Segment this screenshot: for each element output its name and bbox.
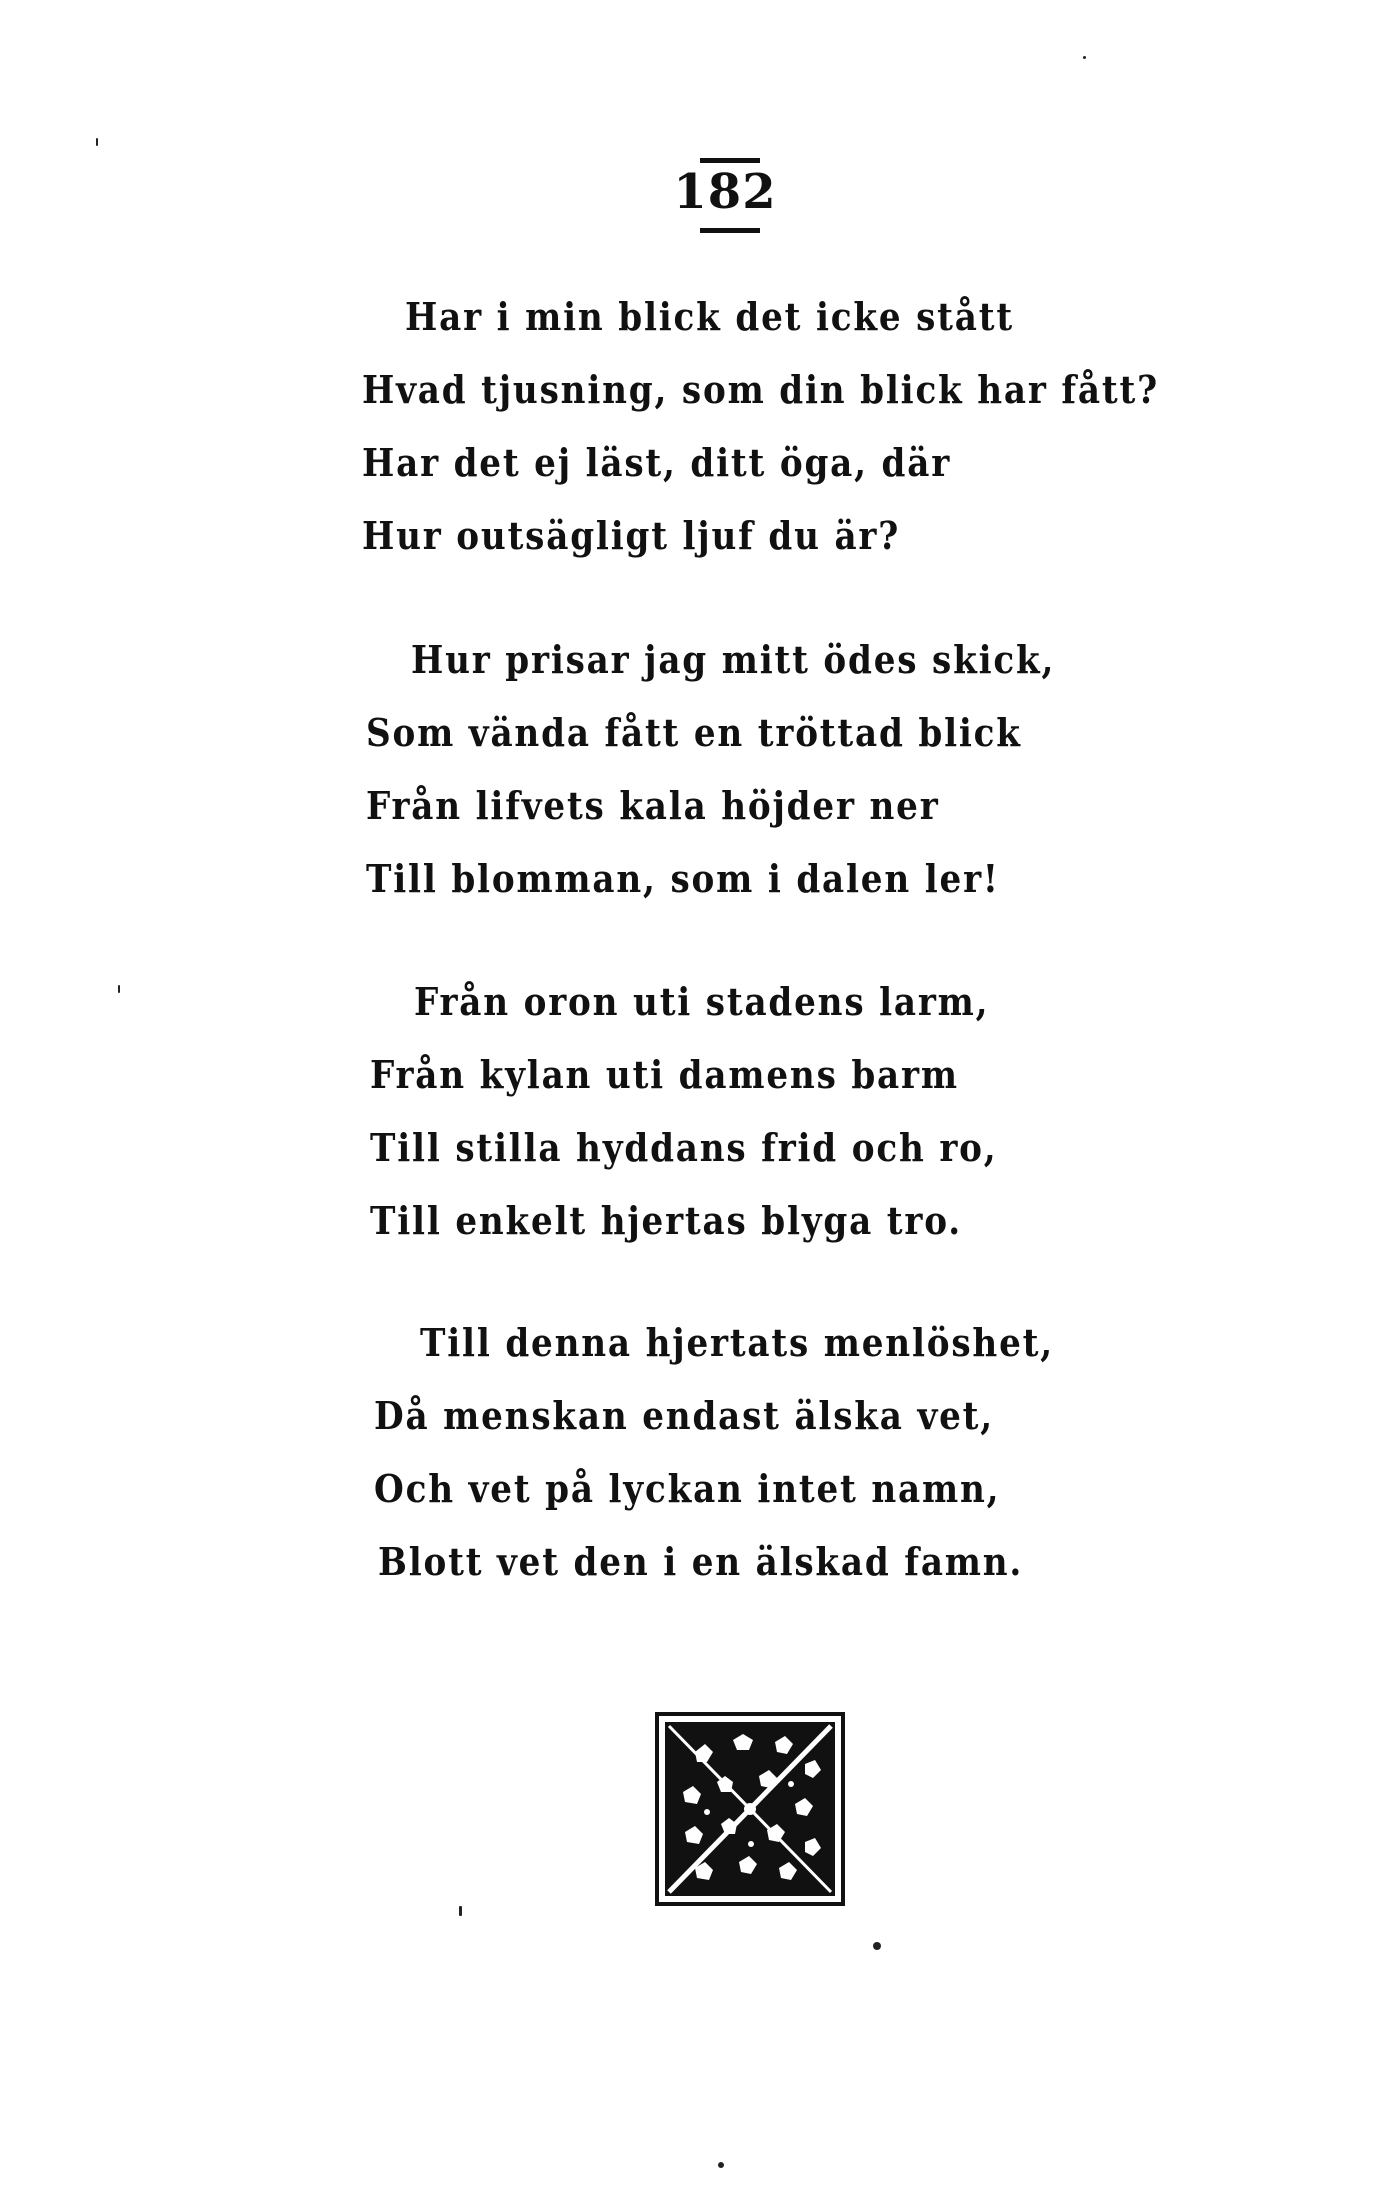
- poem-line: Från oron uti stadens larm,: [414, 979, 990, 1024]
- poem-line: Som vända fått en tröttad blick: [366, 710, 1022, 755]
- ink-speck: [118, 985, 120, 993]
- ink-speck: [873, 1942, 881, 1950]
- poem-line: Till blomman, som i dalen ler!: [366, 856, 1000, 901]
- poem-line: Blott vet den i en älskad famn.: [378, 1539, 1024, 1584]
- poem-line: Har det ej läst, ditt öga, där: [362, 440, 952, 485]
- ink-speck: [96, 138, 98, 146]
- poem-line: Då menskan endast älska vet,: [374, 1393, 994, 1438]
- page-number: 182: [673, 164, 777, 220]
- poem-line: Hvad tjusning, som din blick har fått?: [362, 367, 1159, 412]
- poem-line: Hur outsägligt ljuf du är?: [362, 513, 901, 558]
- poem-line: Hur prisar jag mitt ödes skick,: [411, 637, 1056, 682]
- poem-line: Och vet på lyckan intet namn,: [374, 1466, 1001, 1511]
- ivy-vignette-icon: [655, 1712, 845, 1906]
- ink-speck: [1083, 56, 1086, 59]
- poem-line: Från lifvets kala höjder ner: [366, 783, 940, 828]
- poem-line: Till enkelt hjertas blyga tro.: [370, 1198, 962, 1243]
- poem-line: Har i min blick det icke stått: [405, 294, 1014, 339]
- poem-line: Från kylan uti damens barm: [370, 1052, 959, 1097]
- ink-speck: [459, 1906, 462, 1916]
- poem-line: Till stilla hyddans frid och ro,: [370, 1125, 998, 1170]
- poem-line: Till denna hjertats menlöshet,: [420, 1320, 1054, 1365]
- ink-speck: [718, 2162, 724, 2168]
